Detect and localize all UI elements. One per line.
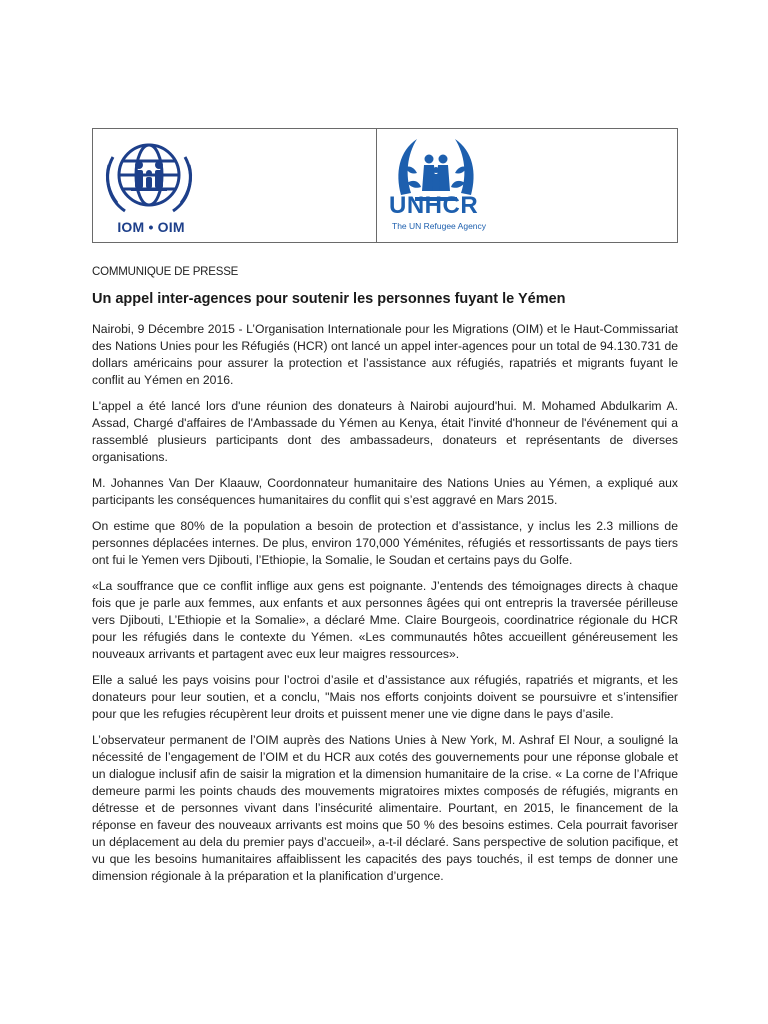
iom-logo-text: IOM • OIM (117, 219, 185, 235)
logo-box (92, 128, 678, 243)
paragraph: Nairobi, 9 Décembre 2015 - L’Organisation Internationale pour les Migrations (OIM) et le Haut-Commissariat des Nations Unies pour les Réfugiés (HCR) ont lancé un appel inter-agences pour un total de 94.130.731 de dollars américains pour assurer la protection et l’assistance aux réfugiés, rapatriés et migrants fuyant le conflit au Yémen en 2016. (92, 322, 678, 387)
paragraph: Elle a salué les pays voisins pour l’octroi d’asile et d’assistance aux réfugiés, rapatriés et migrants, et les donateurs pour leur soutien, et a conclu, "Mais nos efforts conjoints doivent se poursuivre et s’intensifier pour que les refugies récupèrent leur droits et puissent mener une vie digne dans le pays d’asile. (92, 673, 678, 721)
paragraph: «La souffrance que ce conflit inflige aux gens est poignante. J’entends des témoignages directs à chaque fois que je parle aux femmes, aux enfants et aux personnes âgées qui ont entrepris la traversée périlleuse vers Djibouti, L’Ethiopie et la Somalie», a déclaré Mme. Claire Bourgeois, coordinatrice régionale du HCR pour les réfugiés dans le contexte du Yémen. «Les communautés hôtes accueillent généreusement les nouveaux arrivants et partagent avec eux leur maigres ressources». (92, 579, 678, 661)
unhcr-tagline: The UN Refugee Agency (392, 221, 487, 231)
paragraph: On estime que 80% de la population a besoin de protection et d’assistance, y inclus les 2.3 millions de personnes déplacées internes. De plus, environ 170,000 Yéménites, réfugiés et ressortissants de pays tiers ont fui le Yemen vers Djibouti, l’Ethiopie, la Somalie, le Soudan et certains pays du Golfe. (92, 519, 678, 567)
logo-divider (376, 129, 377, 242)
article-body (92, 321, 678, 894)
paragraph: L’observateur permanent de l’OIM auprès des Nations Unies à New York, M. Ashraf El Nour, a souligné la nécessité de l’engagement de l’OIM et du HCR aux cotés des gouvernements pour une réponse globale et un dialogue inclusif afin de saisir la migration et la dimension humanitaire de la crise. « La corne de l’Afrique demeure parmi les points chauds des mouvements migratoires mixtes composés de réfugiés, migrants en détresse et de personnes vivant dans l’insécurité alimentaire. Pourtant, en 2015, le financement de la réponse en faveur des nouveaux arrivants est moins que 50 % des besoins estimes. Cela pourrait favoriser un déplacement au dela du premier pays d’accueil», a-t-il déclaré. Sans perspective de solution pacifique, et vu que les besoins humanitaires affaiblissent les capacités des pays touchés, il est temps de donner une dimension régionale à la préparation et la planification d’urgence. (92, 733, 678, 883)
unhcr-logo-text: UNHCR (389, 192, 479, 219)
headline: Un appel inter-agences pour soutenir les personnes fuyant le Yémen (92, 291, 566, 307)
press-release-kicker: COMMUNIQUE DE PRESSE (92, 266, 239, 278)
paragraph: M. Johannes Van Der Klaauw, Coordonnateur humanitaire des Nations Unies au Yémen, a expliqué aux participants les conséquences humanitaires du conflit qui s’est aggravé en Mars 2015. (92, 476, 678, 507)
paragraph: L'appel a été lancé lors d'une réunion des donateurs à Nairobi aujourd'hui. M. Mohamed Abdulkarim A. Assad, Chargé d'affaires de l'Ambassade du Yémen au Kenya, était l'invité d'honneur de l'événement qui a rassemblé plusieurs participants dont des ambassadeurs, donateurs et représentants de diverses organisations. (92, 399, 678, 464)
